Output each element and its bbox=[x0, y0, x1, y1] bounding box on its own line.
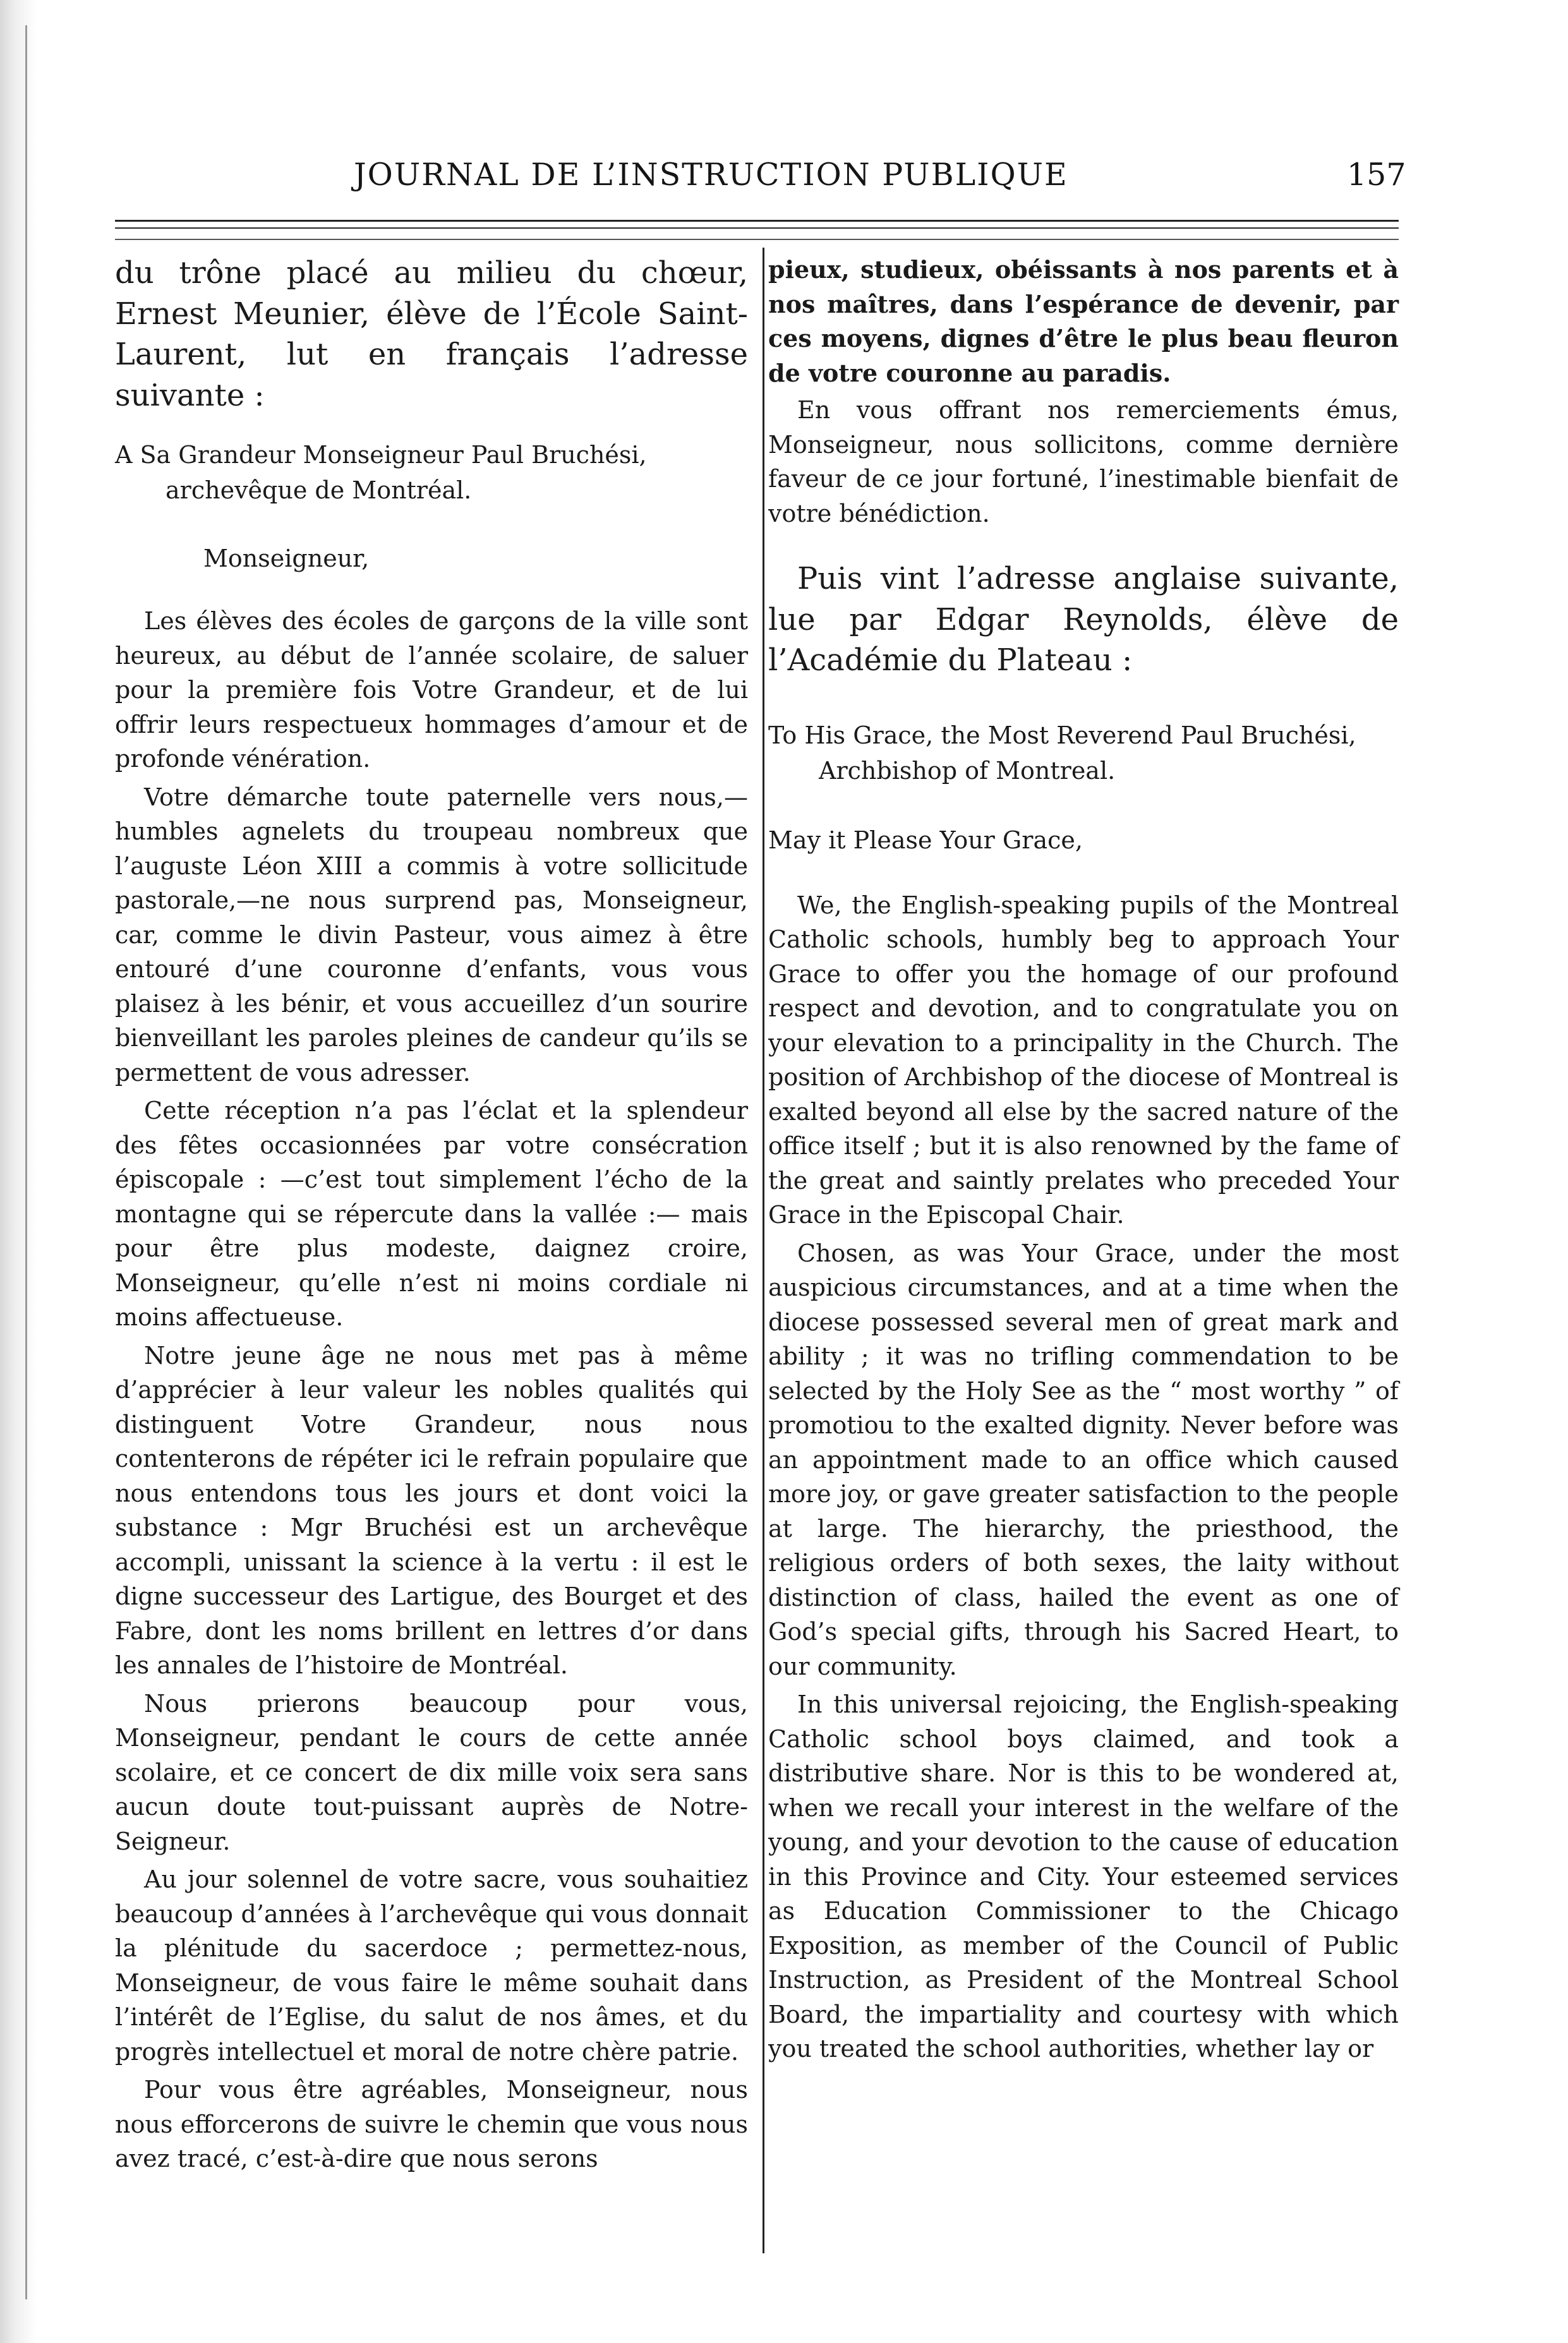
english-paragraph-1: We, the English-speaking pupils of the Montreal Catholic schools, humbly beg to approach Your Grace to offer you the homage of our profound respect and devotion, and to congratulate you on your elevation to a principality in the Church. The position of Archbishop of the diocese of Montreal is exalted beyond all else by the sacred nature of the office itself ; but it is also renowned by the fame of the great and saintly prelates who preceded Your Grace in the Episcopal Chair. bbox=[768, 891, 1399, 1229]
running-title: JOURNAL DE L’INSTRUCTION PUBLIQUE bbox=[354, 157, 1068, 193]
header-rule-top bbox=[115, 220, 1399, 222]
french-paragraph-6: Au jour solennel de votre sacre, vous souhaitiez beaucoup d’années à l’archevêque qui vous donnait la plénitude du sacerdoce ; permettez-nous, Monseigneur, de vous faire le même souhait dans l’intérêt de l’Eglise, du salut de nos âmes, et du progrès intellectuel et moral de notre chère patrie. bbox=[115, 1865, 748, 2066]
page-number: 157 bbox=[1347, 157, 1406, 193]
page-binding-edge bbox=[0, 0, 37, 2343]
english-salutation: May it Please Your Grace, bbox=[768, 826, 1083, 854]
french-paragraph-5: Nous prierons beaucoup pour vous, Monseigneur, pendant le cours de cette année scolaire, et ce concert de dix mille voix sera sans aucun doute tout-puissant auprès de Notre-Seigneur. bbox=[115, 1689, 748, 1855]
right-column bbox=[768, 253, 1399, 2066]
french-paragraph-1: Les élèves des écoles de garçons de la ville sont heureux, au début de l’année scolaire, de saluer pour la première fois Votre Grandeur, et de lui offrir leurs respectueux hommages d’amour et de profonde vénération. bbox=[115, 607, 748, 773]
french-paragraph-3: Cette réception n’a pas l’éclat et la splendeur des fêtes occasionnées par votre consécration épiscopale : —c’est tout simplement l’écho de la montagne qui se répercute dans la vallée :— mais pour être plus modeste, daignez croire, Monseigneur, qu’elle n’est ni moins cordiale ni moins affectueuse. bbox=[115, 1097, 748, 1331]
french-paragraph-7: Pour vous être agréables, Monseigneur, nous nous efforcerons de suivre le chemin que vous nous avez tracé, c’est-à-dire que nous serons bbox=[115, 2076, 748, 2172]
french-intro-paragraph: du trône placé au milieu du chœur, Ernest Meunier, élève de l’École Saint-Laurent, lut en français l’adresse suivante : bbox=[115, 255, 748, 413]
french-address-continuation: pieux, studieux, obéissants à nos parents et à nos maîtres, dans l’espérance de devenir, par ces moyens, dignes d’être le plus beau fleuron de votre couronne au paradis. bbox=[768, 255, 1399, 387]
english-paragraph-3: In this universal rejoicing, the English-speaking Catholic school boys claimed, and took a distributive share. Nor is this to be wondered at, when we recall your interest in the welfare of the young, and your devotion to the cause of education in this Province and City. Your esteemed services as Education Commissioner to the Chicago Exposition, as member of the Council of Public Instruction, as President of the Montreal School Board, the impartiality and courtesy with which you treated the school authorities, whether lay or bbox=[768, 1690, 1399, 2063]
binding-shadow-line bbox=[25, 25, 27, 2299]
header-rule-middle bbox=[115, 227, 1399, 229]
english-paragraph-2: Chosen, as was Your Grace, under the most auspicious circumstances, and at a time when the diocese possessed several men of great mark and ability ; it was no trifling commendation to be selected by the Holy See as the “ most worthy ” of promotiou to the exalted dignity. Never before was an appointment made to an office which caused more joy, or gave greater satisfaction to the people at large. The hierarchy, the priesthood, the religious orders of both sexes, the laity without distinction of class, hailed the event as one of God’s special gifts, through his Sacred Heart, to our community. bbox=[768, 1239, 1399, 1680]
french-paragraph-4: Notre jeune âge ne nous met pas à même d’apprécier à leur valeur les nobles qualités qui distinguent Votre Grandeur, nous nous contenterons de répéter ici le refrain populaire que nous entendons tous les jours et dont voici la substance : Mgr Bruchési est un archevêque accompli, unissant la science à la vertu : il est le digne successeur des Lartigue, des Bourget et des Fabre, dont les noms brillent en lettres d’or dans les annales de l’histoire de Montréal. bbox=[115, 1341, 748, 1679]
french-paragraph-2: Votre démarche toute paternelle vers nous,— humbles agnelets du troupeau nombreux que l’auguste Léon XIII a commis à votre sollicitude pastorale,—ne nous surprend pas, Monseigneur, car, comme le divin Pasteur, vous aimez à être entouré d’une couronne d’enfants, vous vous plaisez à les bénir, et vous accueillez d’un sourire bienveillant les paroles pleines de candeur qu’ils se permettent de vous adresser. bbox=[115, 783, 748, 1087]
column-divider bbox=[763, 248, 764, 2253]
french-salutation: Monseigneur, bbox=[203, 545, 370, 572]
french-thanks-paragraph: En vous offrant nos remerciements émus, Monseigneur, nous sollicitons, comme dernière faveur de ce jour fortuné, l’inestimable bienfait de votre bénédiction. bbox=[768, 396, 1399, 527]
header-rule-bottom bbox=[115, 239, 1399, 240]
english-addressee: To His Grace, the Most Reverend Paul Bruchési, Archbishop of Montreal. bbox=[768, 721, 1356, 785]
english-address-intro: Puis vint l’adresse anglaise suivante, lue par Edgar Reynolds, élève de l’Académie du Plateau : bbox=[768, 561, 1399, 678]
left-column bbox=[115, 253, 748, 2176]
french-addressee: A Sa Grandeur Monseigneur Paul Bruchési, archevêque de Montréal. bbox=[115, 441, 647, 504]
